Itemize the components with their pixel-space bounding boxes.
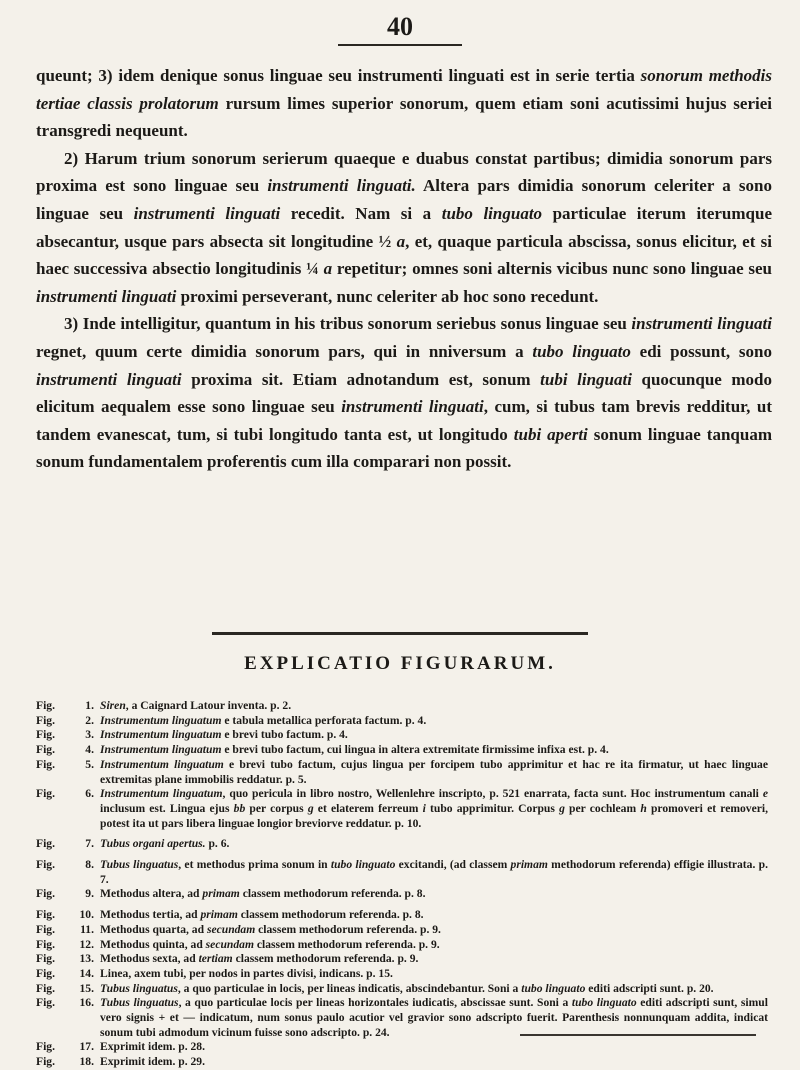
text-run: e brevi tubo factum, cujus lingua per forcipem tubo apprimitur et hac re ita firmatur, ut haec linguae extremitas plane immobilis reddatur. p. 5. <box>100 757 769 786</box>
text-run: edi possunt, sono <box>630 341 772 361</box>
text-run: , a quo particulae in locis, per lineas indicatis, abscindebantur. Soni a <box>177 981 522 995</box>
text-run: classem methodorum referenda. p. 9. <box>232 952 419 966</box>
figure-entry <box>36 908 768 923</box>
figure-label: Fig. <box>36 743 55 757</box>
italic-run: sonorum methodis tertiae classis prolatorum <box>36 66 772 113</box>
figure-label: Fig. <box>36 699 55 712</box>
text-run: quocunque modo elicitum aequalem esse sono linguae seu <box>36 369 773 417</box>
figure-label: Fig. <box>36 887 55 901</box>
figure-number: 9. <box>85 887 94 901</box>
text-run: , et, quaque particula abscissa, sonus elicitur, et si haec successiva absectio longitudinis ¼ <box>36 231 773 279</box>
italic-run: Instrumentum linguatum <box>100 787 223 801</box>
text-run: editi adscripti sunt, simul vero signis + et — indicatum, num sonus paulo acutior vel gravior sono adscripto fuerit. Parenthesis nonnunquam addita, indicat sonum tubi admodum vicinum fuisse sono adscripto. p. 24. <box>100 996 768 1039</box>
italic-run: primam <box>200 908 238 922</box>
figure-number: 15. <box>79 981 94 995</box>
figure-number: 16. <box>79 996 94 1010</box>
header-rule <box>338 44 462 46</box>
italic-run: bb <box>233 801 246 815</box>
figure-label: Fig. <box>36 952 55 966</box>
text-run: repetitur; omnes soni alternis vicibus nunc sono linguae seu <box>332 259 772 279</box>
figure-number: 8. <box>85 858 94 872</box>
text-run: , a Caignard Latour inventa. p. 2. <box>125 699 292 712</box>
italic-run: tubo linguato <box>441 203 543 223</box>
figure-description <box>100 887 768 902</box>
figure-number: 18. <box>79 1055 94 1069</box>
figure-description <box>100 938 768 953</box>
italic-run: tertiam <box>198 952 233 966</box>
figure-entry <box>36 858 768 887</box>
figure-number: 2. <box>85 713 94 727</box>
figure-entry <box>36 887 768 902</box>
figure-number: 6. <box>85 787 94 801</box>
figure-label: Fig. <box>36 837 55 851</box>
paragraph-3 <box>36 310 772 476</box>
italic-run: g <box>307 801 314 815</box>
figure-label: Fig. <box>36 937 55 951</box>
italic-run: i <box>422 801 426 815</box>
text-run: e brevi tubo factum. p. 4. <box>221 728 348 742</box>
italic-run: tubo linguato <box>532 341 631 361</box>
figure-label: Fig. <box>36 787 55 801</box>
figure-description <box>100 728 768 743</box>
text-run: Methodus altera, ad <box>100 887 203 901</box>
figure-description <box>100 837 768 852</box>
text-run: inclusum est. Lingua ejus <box>100 801 234 815</box>
italic-run: instrumenti linguati <box>133 203 281 223</box>
figure-entry <box>36 758 768 787</box>
italic-run: instrumenti linguati <box>36 286 177 306</box>
figure-label: Fig. <box>36 981 55 995</box>
figure-number: 12. <box>79 937 94 951</box>
figure-label: Fig. <box>36 713 55 727</box>
figure-entry <box>36 982 768 997</box>
figure-description <box>100 908 768 923</box>
body-text <box>36 62 772 476</box>
text-run: classem methodorum referenda. p. 9. <box>255 922 441 936</box>
text-run: particulae iterum iterumque absecantur, usque pars absecta sit longitudine ½ <box>36 203 772 251</box>
figure-label: Fig. <box>36 858 55 872</box>
italic-run: g <box>559 801 565 815</box>
italic-run: secundam <box>205 937 254 951</box>
text-run: Methodus quarta, ad <box>100 922 207 936</box>
italic-run: Tubus linguatus <box>100 981 178 995</box>
italic-run: tubo linguato <box>330 858 396 872</box>
text-run: 2) Harum trium sonorum serierum quaeque e duabus constat partibus; dimidia sonorum pars proxima est sono linguae seu <box>36 148 772 196</box>
text-run: p. 6. <box>205 837 230 851</box>
italic-run: a <box>323 259 333 279</box>
figure-description <box>100 699 768 714</box>
italic-run: Tubus organi apertus. <box>100 837 206 851</box>
italic-run: instrumenti linguati. <box>267 176 416 196</box>
text-run: recedit. Nam si a <box>280 203 442 223</box>
italic-run: tubi linguati <box>540 369 632 389</box>
text-run: 3) Inde intelligitur, quantum in his tribus sonorum seriebus sonus linguae seu <box>64 314 632 334</box>
text-run: proximi perseverant, nunc celeriter ab hoc sono recedunt. <box>176 286 599 306</box>
text-run: classem methodorum referenda. p. 8. <box>237 908 424 922</box>
paragraph-2 <box>36 145 772 311</box>
italic-run: primam <box>510 858 548 872</box>
text-run: et elaterem ferreum <box>313 801 423 815</box>
figure-entry <box>36 1055 768 1070</box>
figure-label: Fig. <box>36 1040 55 1054</box>
footer-rule <box>520 1034 756 1036</box>
text-run: excitandi, (ad classem <box>395 858 511 872</box>
italic-run: tubi aperti <box>513 424 588 444</box>
italic-run: Tubus linguatus <box>100 858 179 872</box>
italic-run: instrumenti linguati <box>36 369 182 389</box>
figure-entry <box>36 923 768 938</box>
figure-number: 17. <box>79 1040 94 1054</box>
figure-entry <box>36 952 768 967</box>
figure-number: 3. <box>85 728 94 742</box>
text-run: , cum, si tubus tam brevis redditur, ut tandem evanescat, tum, si tubi longitudo tanta est, ut longitudo <box>36 397 772 444</box>
text-run: sonum linguae tanquam sonum fundamentalem proferentis cum illa comparari non possit. <box>36 424 772 472</box>
italic-run: secundam <box>206 922 256 936</box>
text-run: per corpus <box>245 801 308 815</box>
figure-description <box>100 1055 768 1070</box>
italic-run: Instrumentum linguatum <box>100 743 222 757</box>
figure-number: 1. <box>85 699 94 712</box>
figure-label: Fig. <box>36 1055 55 1069</box>
text-run: e tabula metallica perforata factum. p. 4. <box>221 713 427 727</box>
text-run: classem methodorum referenda. p. 9. <box>253 937 440 951</box>
text-run: methodorum referenda) effigie illustrata. p. 7. <box>100 858 768 886</box>
text-run: Methodus tertia, ad <box>100 908 201 922</box>
text-run: Altera pars dimidia sonorum celeriter a sono linguae seu <box>36 176 772 223</box>
figure-label: Fig. <box>36 966 55 980</box>
figure-description <box>100 952 768 967</box>
figure-description <box>100 967 768 982</box>
italic-run: Instrumentum linguatum <box>100 757 224 771</box>
text-run: regnet, quum certe dimidia sonorum pars, qui in nniversum a <box>36 341 533 361</box>
text-run: proxima sit. Etiam adnotandum est, sonum <box>181 369 541 389</box>
figure-label: Fig. <box>36 908 55 922</box>
figure-entry <box>36 837 768 852</box>
italic-run: Tubus linguatus <box>100 996 179 1010</box>
figure-entry <box>36 787 768 831</box>
text-run: , et methodus prima sonum in <box>178 858 331 872</box>
figure-entry <box>36 1040 768 1055</box>
figure-description <box>100 982 768 997</box>
figure-entry <box>36 967 768 982</box>
figure-label: Fig. <box>36 922 55 936</box>
text-run: Exprimit idem. p. 28. <box>100 1040 205 1054</box>
figure-description <box>100 714 768 729</box>
figure-entry <box>36 743 768 758</box>
text-run: queunt; 3) idem denique sonus linguae seu instrumenti linguati est in serie tertia <box>36 66 641 85</box>
figure-description <box>100 758 768 787</box>
text-run: per cochleam <box>564 801 641 815</box>
text-run: classem methodorum referenda. p. 8. <box>239 887 426 901</box>
italic-run: e <box>762 787 768 801</box>
italic-run: primam <box>202 887 240 901</box>
text-run: Exprimit idem. p. 29. <box>100 1055 205 1069</box>
figure-label: Fig. <box>36 757 55 771</box>
italic-run: instrumenti linguati <box>341 397 484 417</box>
figure-number: 11. <box>80 922 94 936</box>
italic-run: tubo linguato <box>571 996 637 1010</box>
italic-run: Siren <box>100 699 126 712</box>
paragraph-1 <box>36 62 772 145</box>
figure-label: Fig. <box>36 728 55 742</box>
text-run: Methodus sexta, ad <box>100 952 199 966</box>
text-run: , quo pericula in libro nostro, Wellenlehre inscripto, p. 521 enarrata, facta sunt. Hoc instrumentum canali <box>222 787 763 801</box>
section-rule <box>212 632 588 635</box>
text-run: e brevi tubo factum, cui lingua in altera extremitate firmissime infixa est. p. 4. <box>221 743 609 757</box>
figure-description <box>100 743 768 758</box>
italic-run: Instrumentum linguatum <box>100 713 222 727</box>
figure-number: 10. <box>79 908 94 922</box>
figure-description <box>100 923 768 938</box>
figure-number: 7. <box>85 837 94 851</box>
figure-list <box>36 699 768 1070</box>
italic-run: h <box>640 801 647 815</box>
figure-number: 13. <box>79 952 94 966</box>
figure-description <box>100 858 768 887</box>
figure-number: 5. <box>85 757 94 771</box>
page-number: 40 <box>387 12 413 41</box>
text-run: Methodus quinta, ad <box>100 937 206 951</box>
text-run: promoveri et removeri, potest ita ut pars libera linguae longior breviorve reddatur. p. 10. <box>100 801 768 830</box>
italic-run: Instrumentum linguatum <box>100 728 222 742</box>
figure-entry <box>36 714 768 729</box>
text-run: editi adscripti sunt. p. 20. <box>585 981 714 995</box>
figure-number: 4. <box>85 743 94 757</box>
figure-number: 14. <box>79 966 94 980</box>
italic-run: a <box>396 231 406 251</box>
text-run: Linea, axem tubi, per nodos in partes divisi, indicans. p. 15. <box>100 966 393 980</box>
figure-entry <box>36 728 768 743</box>
italic-run: instrumenti linguati <box>631 314 772 334</box>
text-run: rursum limes superior sonorum, quem etiam soni acutissimi hujus seriei transgredi nequeunt. <box>36 93 772 141</box>
figure-label: Fig. <box>36 996 55 1010</box>
figure-description <box>100 787 768 831</box>
text-run: tubo apprimitur. Corpus <box>425 801 560 815</box>
figure-description <box>100 1040 768 1055</box>
italic-run: tubo linguato <box>521 981 586 995</box>
figure-entry <box>36 699 768 714</box>
section-heading: EXPLICATIO FIGURARUM. <box>244 653 556 674</box>
figure-entry <box>36 938 768 953</box>
text-run: , a quo particulae locis per lineas horizontales iudicatis, abscissae sunt. Soni a <box>178 996 572 1010</box>
